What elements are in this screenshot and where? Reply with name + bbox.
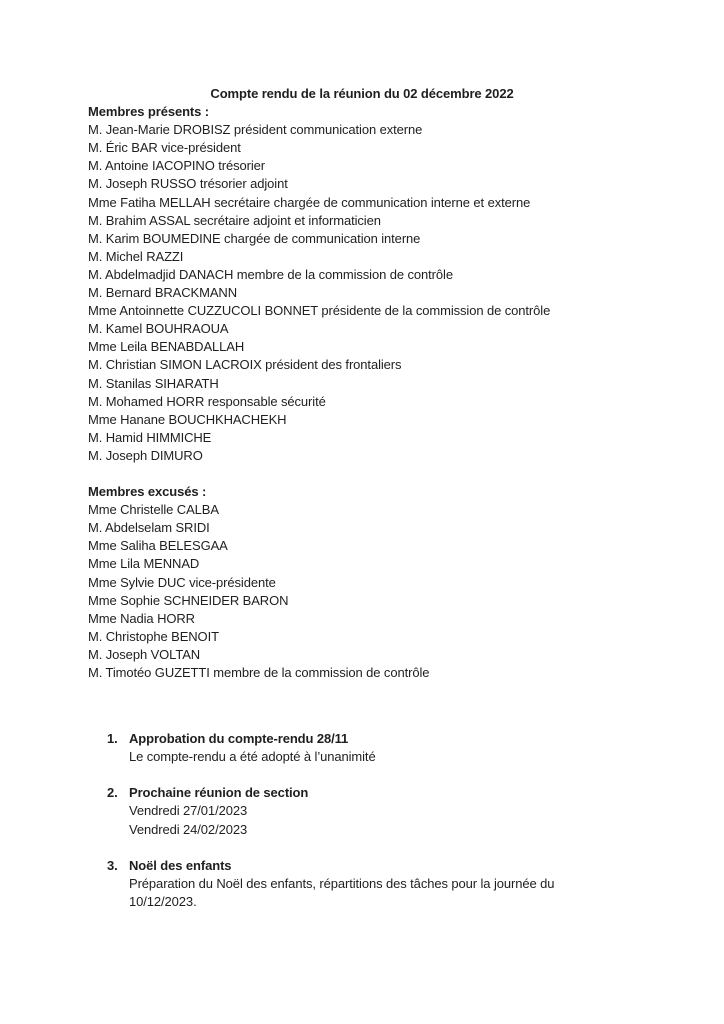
agenda-item-title: Noël des enfants: [129, 857, 232, 873]
member-line: M. Joseph DIMURO: [88, 447, 203, 463]
agenda-item-body: [129, 802, 599, 838]
member-line: Mme Saliha BELESGAA: [88, 538, 228, 554]
agenda-item-title: Approbation du compte-rendu 28/11: [129, 731, 349, 747]
member-line: M. Jean-Marie DROBISZ président communication externe: [88, 122, 423, 138]
members-present-section: [88, 103, 636, 465]
agenda-item-title: Prochaine réunion de section: [129, 785, 309, 801]
member-line: M. Stanilas SIHARATH: [88, 375, 219, 391]
member-line: M. Joseph VOLTAN: [88, 646, 201, 662]
member-line: M. Michel RAZZI: [88, 248, 184, 264]
agenda-item: [88, 730, 636, 766]
member-line: M. Abdelmadjid DANACH membre de la commission de contrôle: [88, 266, 453, 282]
agenda-list: [88, 730, 636, 911]
agenda-body-line: Préparation du Noël des enfants, répartitions des tâches pour la journée du: [129, 875, 555, 891]
member-line: M. Antoine IACOPINO trésorier: [88, 158, 265, 174]
member-line: M. Hamid HIMMICHE: [88, 429, 212, 445]
member-line: M. Bernard BRACKMANN: [88, 285, 237, 301]
agenda-item-number: 3.: [107, 857, 118, 873]
member-line: Mme Sophie SCHNEIDER BARON: [88, 592, 289, 608]
member-line: M. Brahim ASSAL secrétaire adjoint et informaticien: [88, 212, 381, 228]
agenda-item: [88, 857, 636, 911]
member-line: Mme Fatiha MELLAH secrétaire chargée de communication interne et externe: [88, 194, 531, 210]
member-line: Mme Nadia HORR: [88, 610, 195, 626]
agenda-body-line: Vendredi 24/02/2023: [129, 821, 248, 837]
member-line: M. Mohamed HORR responsable sécurité: [88, 393, 326, 409]
member-line: M. Christophe BENOIT: [88, 628, 219, 644]
member-line: M. Abdelselam SRIDI: [88, 520, 210, 536]
agenda-item: [88, 784, 636, 838]
member-line: M. Joseph RUSSO trésorier adjoint: [88, 176, 288, 192]
member-line: Mme Leila BENABDALLAH: [88, 339, 245, 355]
agenda-item-body: [129, 875, 599, 911]
agenda-body-line: Vendredi 27/01/2023: [129, 803, 248, 819]
member-line: M. Christian SIMON LACROIX président des frontaliers: [88, 357, 402, 373]
member-line: M. Éric BAR vice-président: [88, 140, 241, 156]
agenda-item-number: 2.: [107, 785, 118, 801]
member-line: Mme Sylvie DUC vice-présidente: [88, 574, 276, 590]
blank-line: [88, 465, 636, 483]
agenda-item-heading-row: [88, 730, 636, 748]
agenda-body-line: 10/12/2023.: [129, 893, 197, 909]
document-content: [88, 85, 636, 911]
member-line: M. Timotéo GUZETTI membre de la commission de contrôle: [88, 665, 430, 680]
members-present-heading: Membres présents :: [88, 104, 210, 120]
member-line: M. Karim BOUMEDINE chargée de communication interne: [88, 230, 421, 246]
agenda-item-heading-row: [88, 784, 636, 802]
members-excused-section: [88, 483, 636, 682]
member-line: M. Kamel BOUHRAOUA: [88, 321, 229, 337]
member-line: Mme Hanane BOUCHKHACHEKH: [88, 411, 287, 427]
agenda-item-body: [129, 748, 599, 766]
members-excused-heading: Membres excusés :: [88, 484, 207, 500]
agenda-body-line: Le compte-rendu a été adopté à l’unanimité: [129, 749, 376, 765]
document-title: Compte rendu de la réunion du 02 décembre 2022: [210, 86, 514, 101]
agenda-item-heading-row: [88, 857, 636, 875]
member-line: Mme Christelle CALBA: [88, 502, 219, 518]
agenda-item-number: 1.: [107, 731, 118, 747]
member-line: Mme Antoinnette CUZZUCOLI BONNET présidente de la commission de contrôle: [88, 303, 551, 319]
member-line: Mme Lila MENNAD: [88, 556, 200, 572]
